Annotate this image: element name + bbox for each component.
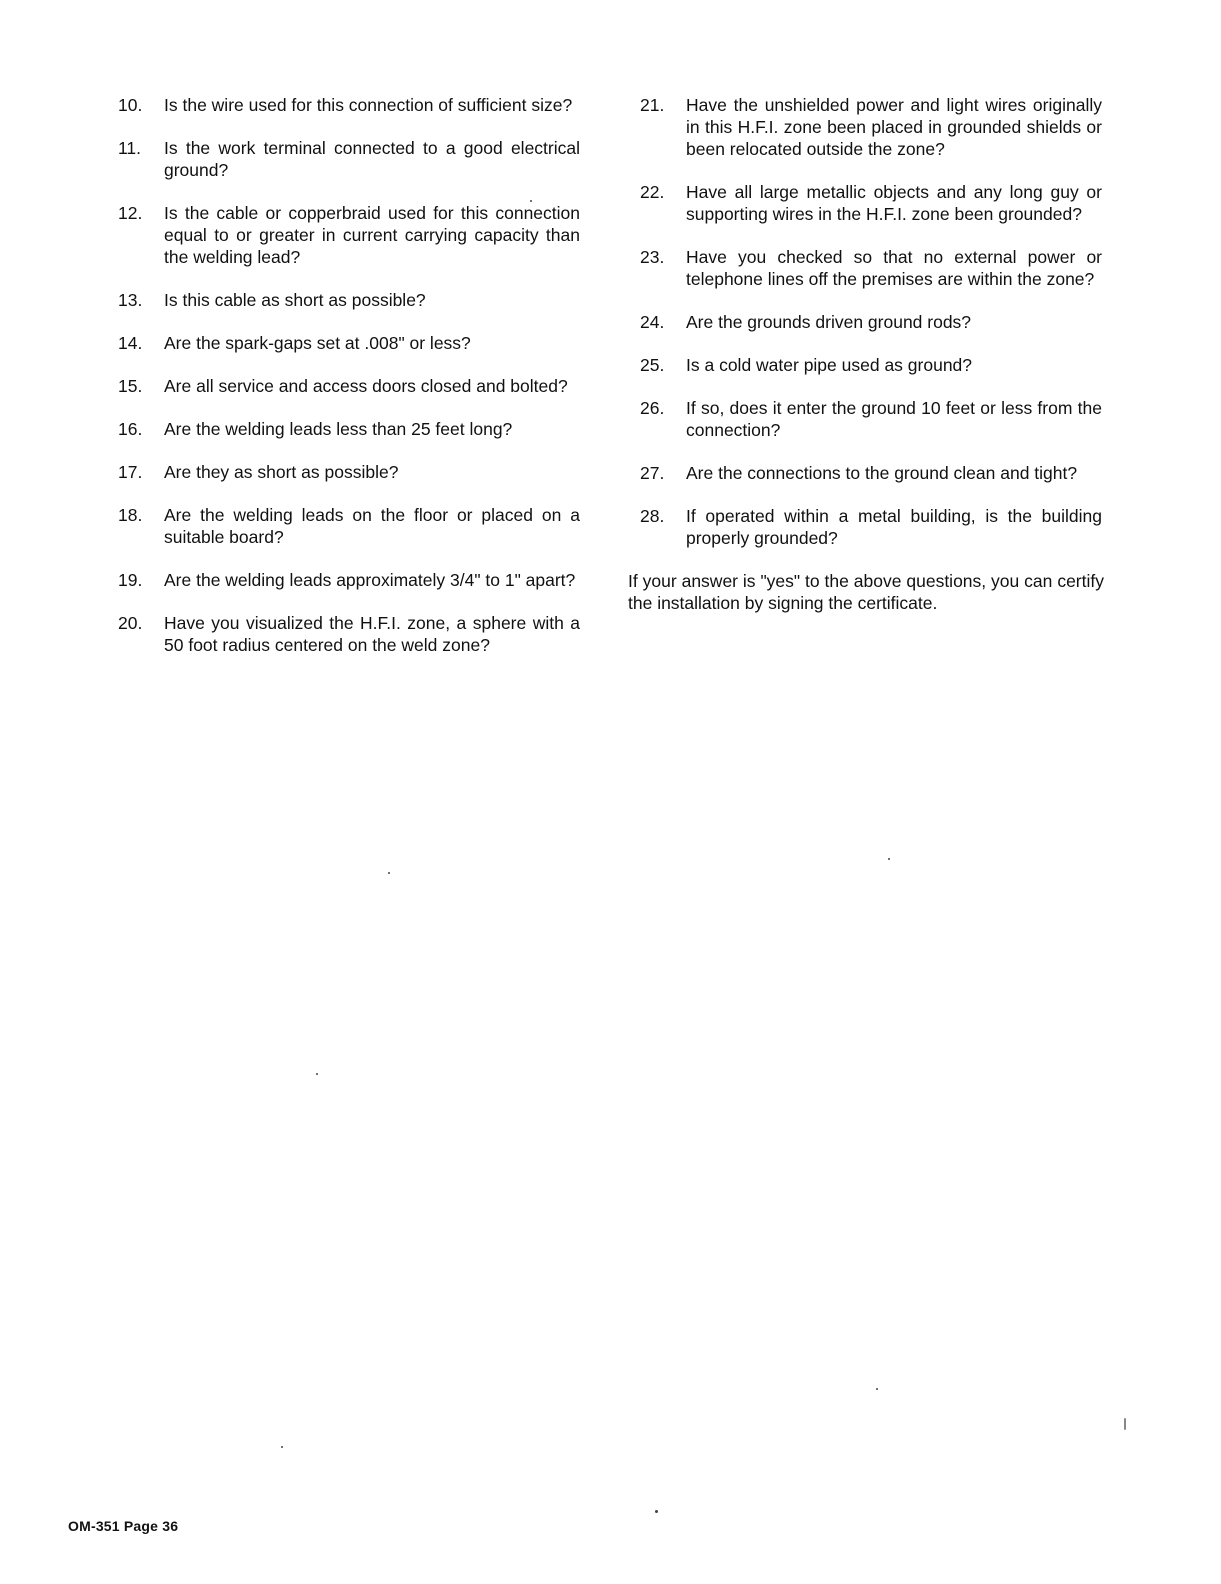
- scan-speck: [316, 1073, 318, 1075]
- item-number: 24.: [640, 312, 665, 332]
- checklist-item: [118, 461, 580, 483]
- checklist-item: [118, 504, 580, 548]
- item-text: Are the welding leads less than 25 feet long?: [164, 419, 513, 439]
- item-number: 22.: [640, 182, 665, 202]
- checklist-item: [118, 612, 580, 656]
- checklist-item: [640, 181, 1102, 225]
- item-number: 19.: [118, 570, 143, 590]
- item-text: Have the unshielded power and light wires originally in this H.F.I. zone been placed in grounded shields or been relocated outside the zone?: [686, 95, 1102, 159]
- item-number: 18.: [118, 505, 143, 525]
- item-text: Have all large metallic objects and any long guy or supporting wires in the H.F.I. zone been grounded?: [686, 182, 1102, 224]
- item-number: 11.: [118, 138, 142, 158]
- checklist-item: [118, 137, 580, 181]
- item-number: 17.: [118, 462, 143, 482]
- item-text: Are the welding leads on the floor or placed on a suitable board?: [164, 505, 580, 547]
- closing-paragraph: If your answer is "yes" to the above questions, you can certify the installation by signing the certificate.: [628, 571, 1104, 613]
- page-footer: OM-351 Page 36: [68, 1518, 179, 1534]
- item-number: 12.: [118, 203, 143, 223]
- item-number: 23.: [640, 247, 665, 267]
- item-number: 21.: [640, 95, 665, 115]
- item-text: Have you visualized the H.F.I. zone, a sphere with a 50 foot radius centered on the weld zone?: [164, 613, 580, 655]
- scan-speck: [888, 858, 890, 860]
- item-text: Are they as short as possible?: [164, 462, 399, 482]
- item-number: 25.: [640, 355, 665, 375]
- item-text: Have you checked so that no external power or telephone lines off the premises are within the zone?: [686, 247, 1102, 289]
- scan-speck: [281, 1446, 283, 1448]
- checklist-item: [640, 311, 1102, 333]
- checklist-item: [118, 375, 580, 397]
- item-number: 27.: [640, 463, 665, 483]
- item-text: Is a cold water pipe used as ground?: [686, 355, 973, 375]
- item-number: 16.: [118, 419, 143, 439]
- item-text: Is the wire used for this connection of sufficient size?: [164, 95, 573, 115]
- item-text: Are all service and access doors closed and bolted?: [164, 376, 568, 396]
- item-text: Is the cable or copperbraid used for this connection equal to or greater in current carrying capacity than the welding lead?: [164, 203, 580, 267]
- checklist-item: [118, 289, 580, 311]
- right-column: [628, 94, 1104, 614]
- item-text: Are the grounds driven ground rods?: [686, 312, 972, 332]
- checklist-item: [640, 462, 1102, 484]
- item-number: 28.: [640, 506, 665, 526]
- item-text: Are the spark-gaps set at .008" or less?: [164, 333, 471, 353]
- checklist-item: [640, 94, 1102, 160]
- item-number: 26.: [640, 398, 665, 418]
- scan-speck: [1124, 1418, 1126, 1430]
- scan-speck: [876, 1388, 878, 1390]
- scan-speck: [655, 1510, 658, 1513]
- item-text: Is the work terminal connected to a good electrical ground?: [164, 138, 580, 180]
- item-number: 13.: [118, 290, 143, 310]
- checklist-item: [640, 246, 1102, 290]
- checklist-item: [118, 418, 580, 440]
- checklist-item: [640, 505, 1102, 549]
- item-number: 15.: [118, 376, 143, 396]
- checklist-item: [118, 332, 580, 354]
- checklist-item: [640, 354, 1102, 376]
- item-text: Are the welding leads approximately 3/4" to 1" apart?: [164, 570, 576, 590]
- checklist-item: [118, 569, 580, 591]
- left-column: [118, 94, 580, 677]
- item-text: Are the connections to the ground clean and tight?: [686, 463, 1078, 483]
- checklist-item: [118, 94, 580, 116]
- scan-speck: [388, 872, 390, 874]
- item-text: If so, does it enter the ground 10 feet or less from the connection?: [686, 398, 1102, 440]
- item-text: If operated within a metal building, is the building properly grounded?: [686, 506, 1102, 548]
- item-number: 14.: [118, 333, 143, 353]
- checklist-item: [118, 202, 580, 268]
- checklist-item: [640, 397, 1102, 441]
- scan-speck: [530, 200, 532, 202]
- item-text: Is this cable as short as possible?: [164, 290, 426, 310]
- item-number: 10.: [118, 95, 143, 115]
- item-number: 20.: [118, 613, 143, 633]
